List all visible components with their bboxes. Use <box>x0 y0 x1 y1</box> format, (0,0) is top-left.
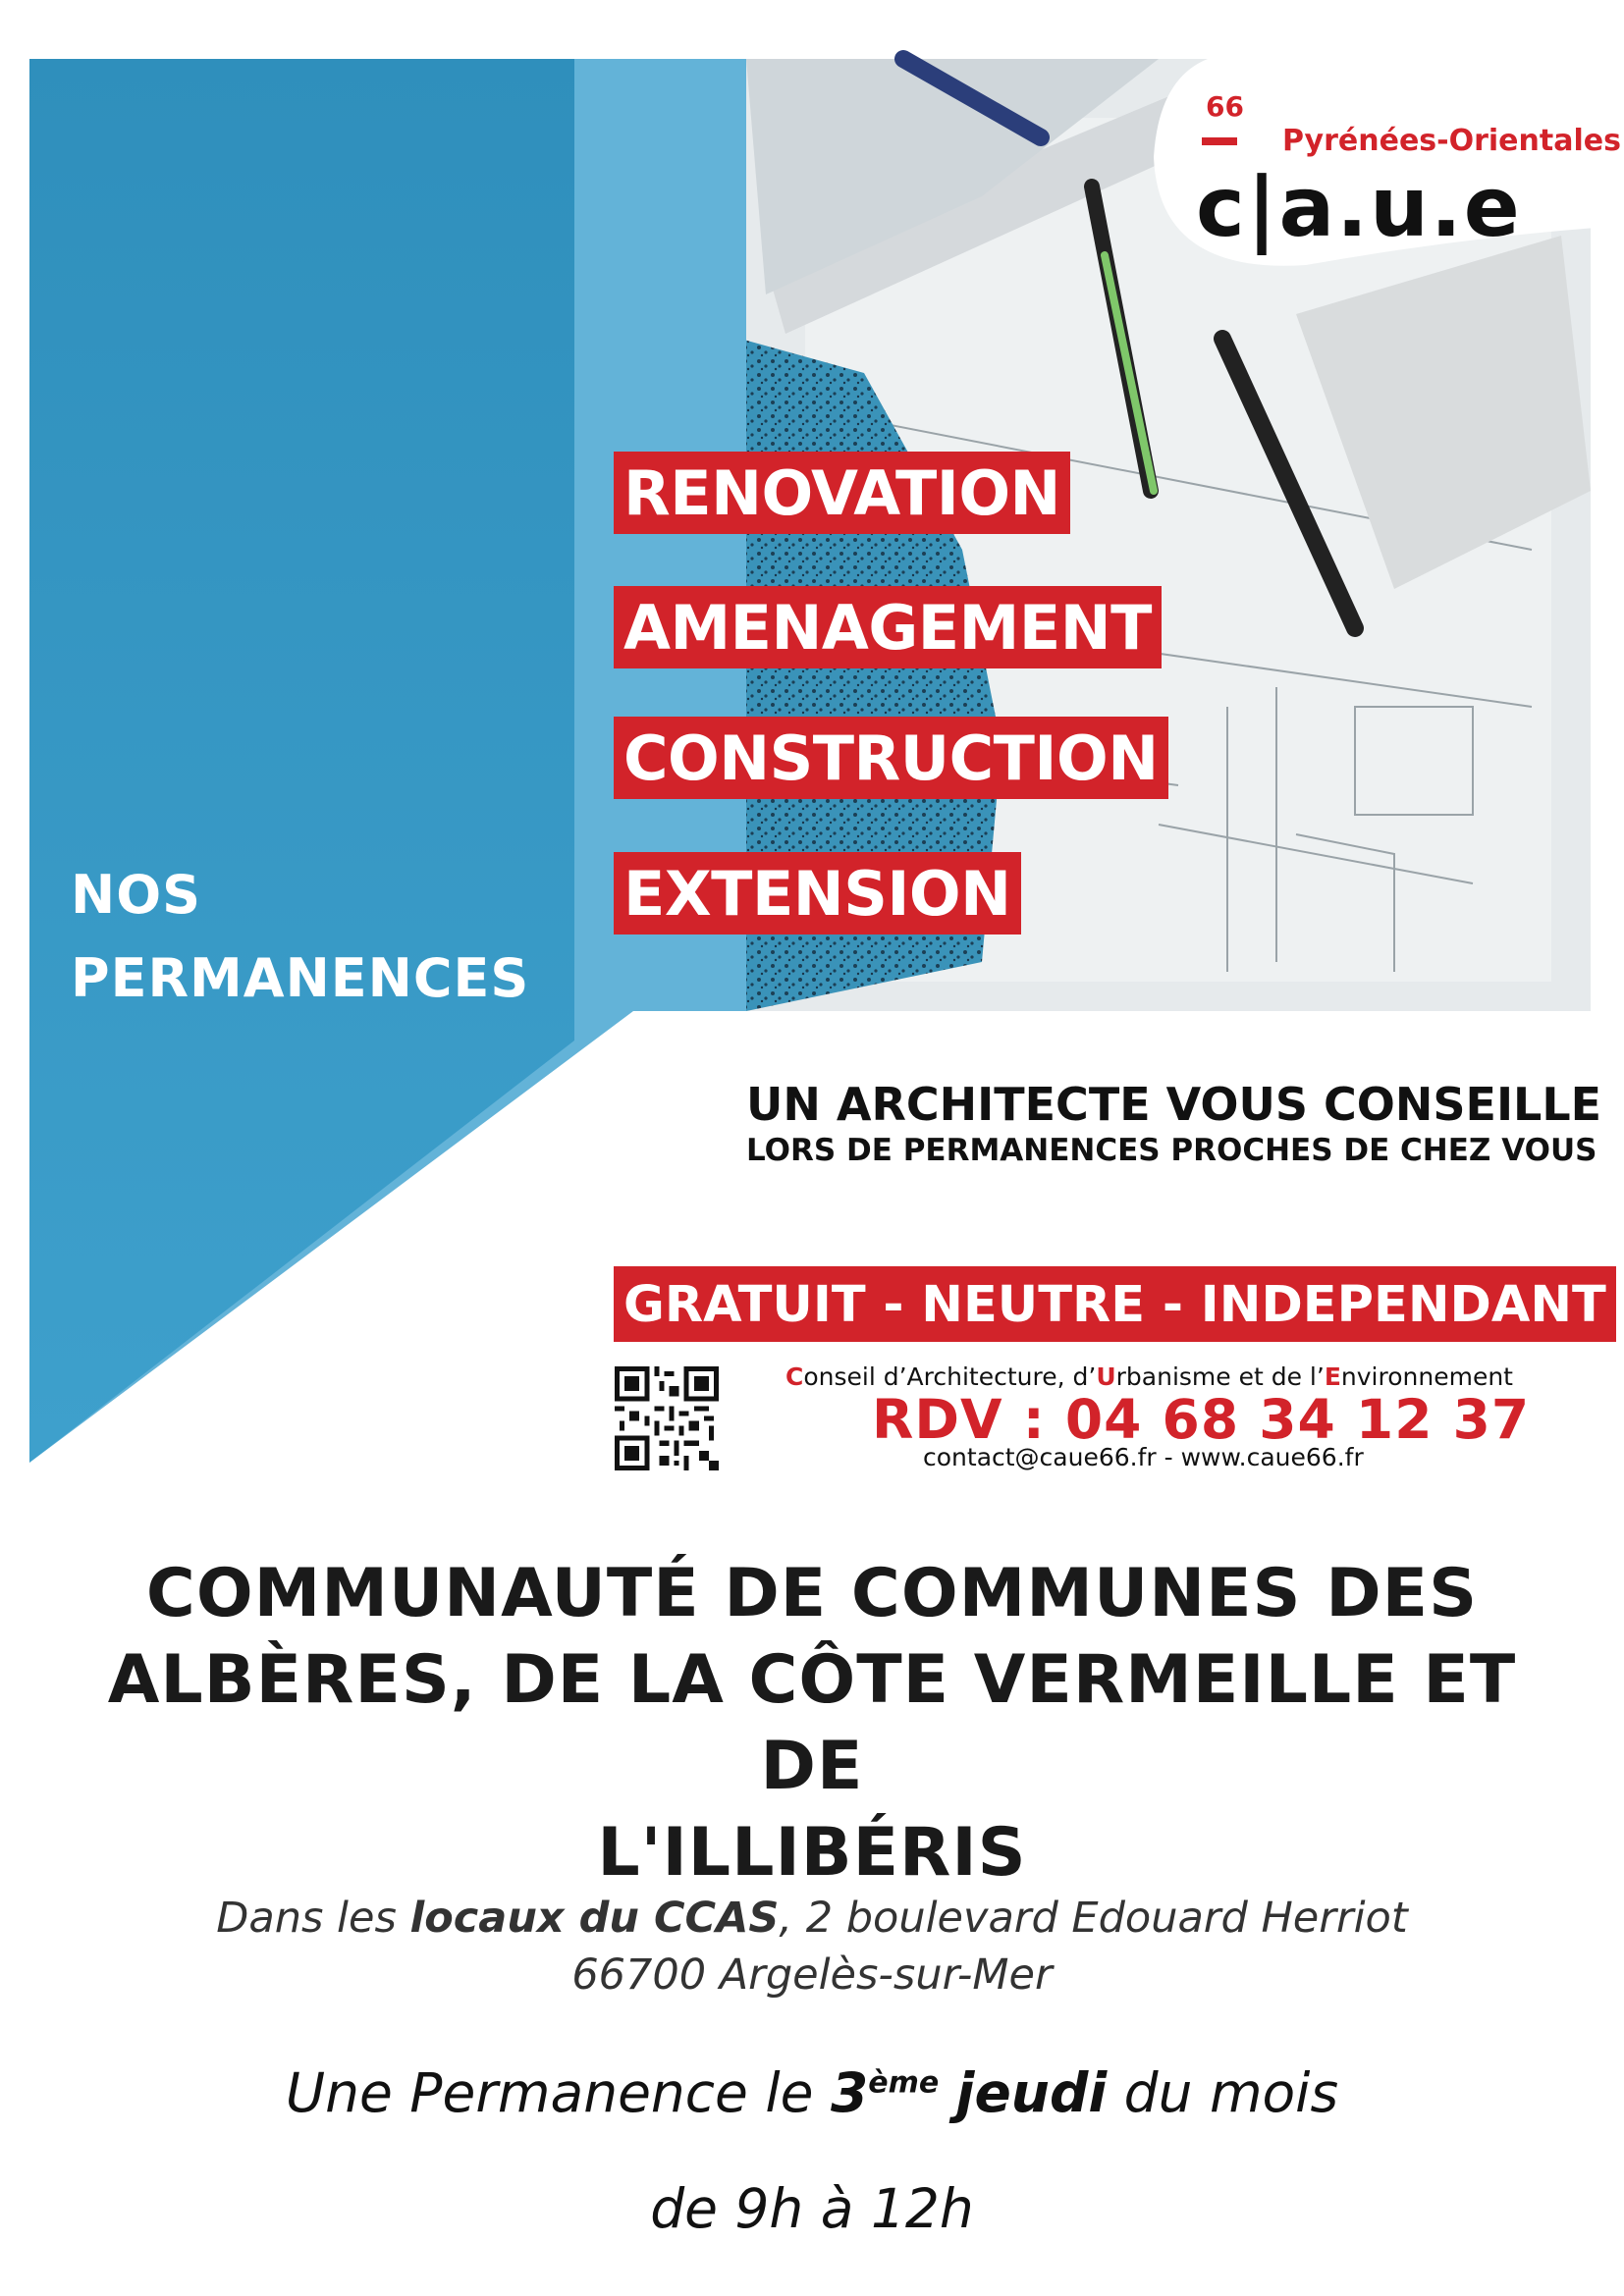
contact-links[interactable]: contact@caue66.fr - www.caue66.fr <box>923 1443 1364 1471</box>
free-banner: GRATUIT - NEUTRE - INDEPENDANT <box>614 1266 1616 1342</box>
hours: de 9h à 12h <box>650 2177 974 2240</box>
logo-wordmark: c|a.u.e <box>1196 159 1522 255</box>
logo-bar <box>1202 137 1237 145</box>
address: Dans les locaux du CCAS, 2 boulevard Edouard Herriot 66700 Argelès-sur-Mer <box>216 1894 1408 2000</box>
logo-region: Pyrénées-Orientales <box>1282 124 1621 158</box>
permanence-schedule: Une Permanence le 3ème jeudi du mois <box>285 2061 1339 2124</box>
logo-number: 66 <box>1206 90 1244 123</box>
tag-renovation: RENOVATION <box>614 452 1070 534</box>
subtitle-secondary: LORS DE PERMANENCES PROCHES DE CHEZ VOUS <box>746 1133 1597 1168</box>
tag-amenagement: AMENAGEMENT <box>614 586 1162 668</box>
organization-name: Conseil d’Architecture, d’Urbanisme et de l’Environnement <box>785 1362 1513 1391</box>
nos-label: NOS <box>71 864 201 926</box>
tag-construction: CONSTRUCTION <box>614 717 1168 799</box>
subtitle-main: UN ARCHITECTE VOUS CONSEILLE <box>746 1078 1602 1131</box>
tag-extension: EXTENSION <box>614 852 1021 934</box>
community-title: COMMUNAUTÉ DE COMMUNES DES ALBÈRES, DE LA CÔTE VERMEILLE ET DE L'ILLIBÉRIS <box>107 1555 1517 1892</box>
qr-code[interactable] <box>615 1366 719 1470</box>
caue-logo <box>1157 69 1621 265</box>
permanences-label: PERMANENCES <box>71 947 530 1009</box>
rdv-phone[interactable]: RDV : 04 68 34 12 37 <box>872 1388 1531 1451</box>
